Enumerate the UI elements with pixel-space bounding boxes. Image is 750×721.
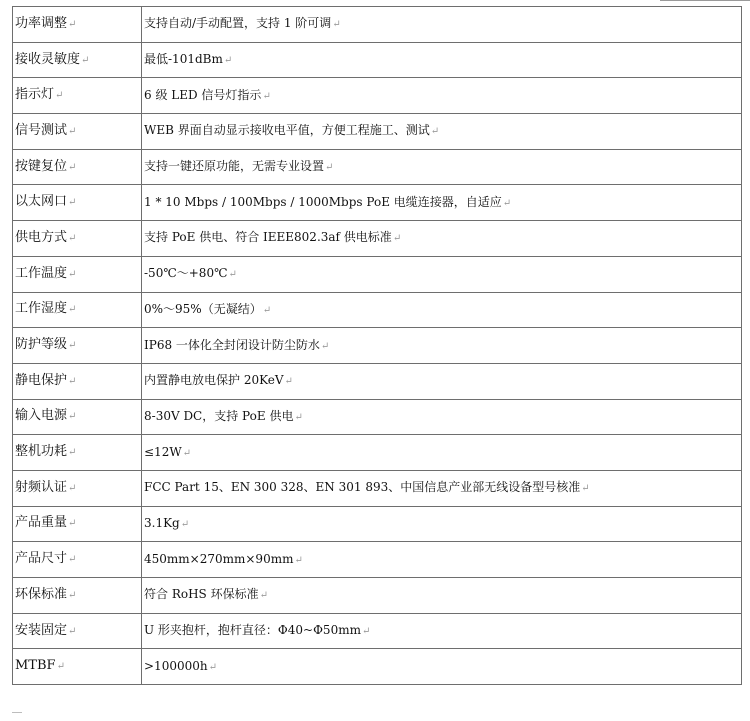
- table-row: [13, 363, 742, 399]
- paragraph-mark-icon: ↵: [68, 232, 77, 244]
- spec-value-cell: [142, 542, 742, 578]
- paragraph-mark-icon: ↵: [68, 161, 77, 173]
- paragraph-mark-icon: ↵: [223, 55, 233, 67]
- spec-label: 产品重量: [15, 515, 68, 531]
- table-row: [13, 578, 742, 614]
- table-row: [13, 149, 742, 185]
- spec-label-cell: [13, 149, 142, 185]
- table-row: [13, 649, 742, 685]
- paragraph-mark-icon: ↵: [68, 411, 77, 423]
- table-row: [13, 542, 742, 578]
- table-row: [13, 42, 742, 78]
- table-row: [13, 435, 742, 471]
- paragraph-mark-icon: ↵: [262, 304, 272, 316]
- spec-label-cell: [13, 506, 142, 542]
- table-row: [13, 78, 742, 114]
- spec-label-cell: [13, 7, 142, 43]
- paragraph-mark-icon: ↵: [294, 411, 303, 423]
- paragraph-mark-icon: ↵: [294, 554, 303, 566]
- spec-label-cell: [13, 42, 142, 78]
- spec-label-cell: [13, 221, 142, 257]
- spec-value: >100000h: [144, 658, 208, 673]
- table-row: [13, 613, 742, 649]
- spec-label: 静电保护: [15, 372, 68, 388]
- table-row: [13, 185, 742, 221]
- spec-value-cell: [142, 506, 742, 542]
- paragraph-mark-icon: ↵: [284, 376, 293, 388]
- spec-value: WEB 界面自动显示接收电平值，方便工程施工、测试: [144, 123, 430, 138]
- spec-label: 整机功耗: [15, 444, 68, 460]
- paragraph-mark-icon: ↵: [68, 518, 77, 530]
- spec-label: 以太网口: [15, 194, 68, 210]
- spec-value: 0%～95%（无凝结）: [144, 301, 262, 316]
- table-row: [13, 292, 742, 328]
- paragraph-mark-icon: ↵: [68, 625, 77, 637]
- spec-value: ≤12W: [144, 444, 182, 459]
- spec-label: 指示灯: [15, 87, 55, 103]
- spec-label: 安装固定: [15, 622, 68, 638]
- spec-value-cell: [142, 256, 742, 292]
- page-end-mark: [12, 712, 22, 719]
- paragraph-mark-icon: ↵: [259, 590, 268, 602]
- spec-value: FCC Part 15、EN 300 328、EN 301 893、中国信息产业部无线设备型号核准: [144, 480, 581, 495]
- spec-value-cell: [142, 42, 742, 78]
- paragraph-mark-icon: ↵: [325, 162, 334, 174]
- spec-table-body: [13, 7, 742, 685]
- spec-label-cell: [13, 328, 142, 364]
- paragraph-mark-icon: ↵: [68, 18, 77, 30]
- spec-label-cell: [13, 649, 142, 685]
- paragraph-mark-icon: ↵: [68, 125, 77, 137]
- table-row: [13, 506, 742, 542]
- spec-value-cell: [142, 292, 742, 328]
- spec-label-cell: [13, 578, 142, 614]
- paragraph-mark-icon: ↵: [430, 126, 440, 138]
- spec-value-cell: [142, 578, 742, 614]
- spec-value-cell: [142, 649, 742, 685]
- paragraph-mark-icon: ↵: [320, 340, 330, 352]
- spec-value: 支持一键还原功能，无需专业设置: [144, 159, 325, 174]
- spec-value-cell: [142, 185, 742, 221]
- spec-value-cell: [142, 399, 742, 435]
- spec-value: 支持自动/手动配置，支持 1 阶可调: [144, 16, 332, 31]
- table-row: [13, 399, 742, 435]
- spec-value-cell: [142, 7, 742, 43]
- paragraph-mark-icon: ↵: [392, 233, 402, 245]
- spec-value: 1 * 10 Mbps / 100Mbps / 1000Mbps PoE 电缆连接器，自适应: [144, 194, 502, 209]
- spec-label-cell: [13, 114, 142, 150]
- spec-label: MTBF: [15, 658, 56, 674]
- spec-value: 内置静电放电保护 20KeV: [144, 373, 284, 388]
- paragraph-mark-icon: ↵: [502, 197, 512, 209]
- paragraph-mark-icon: ↵: [68, 375, 77, 387]
- spec-value: 450mm×270mm×90mm: [144, 551, 294, 566]
- spec-value: U 形夹抱杆，抱杆直径：Φ40~Φ50mm: [144, 623, 361, 638]
- spec-value-cell: [142, 613, 742, 649]
- spec-value: 支持 PoE 供电、符合 IEEE802.3af 供电标准: [144, 230, 392, 245]
- table-row: [13, 470, 742, 506]
- header-rule: [660, 0, 750, 1]
- spec-label: 输入电源: [15, 408, 68, 424]
- paragraph-mark-icon: ↵: [81, 54, 90, 66]
- spec-value-cell: [142, 114, 742, 150]
- table-row: [13, 114, 742, 150]
- paragraph-mark-icon: ↵: [228, 269, 237, 281]
- spec-value-cell: [142, 435, 742, 471]
- spec-label: 防护等级: [15, 337, 68, 353]
- spec-label: 按键复位: [15, 158, 68, 174]
- table-row: [13, 328, 742, 364]
- spec-label: 接收灵敏度: [15, 51, 81, 67]
- spec-label: 功率调整: [15, 15, 68, 31]
- spec-label: 工作温度: [15, 265, 68, 281]
- paragraph-mark-icon: ↵: [68, 482, 77, 494]
- spec-value-cell: [142, 470, 742, 506]
- paragraph-mark-icon: ↵: [361, 626, 371, 638]
- spec-label-cell: [13, 613, 142, 649]
- spec-label-cell: [13, 292, 142, 328]
- paragraph-mark-icon: ↵: [68, 447, 77, 459]
- paragraph-mark-icon: ↵: [56, 661, 65, 673]
- paragraph-mark-icon: ↵: [180, 518, 190, 530]
- spec-value: 6 级 LED 信号灯指示: [144, 87, 262, 102]
- spec-label: 产品尺寸: [15, 551, 68, 567]
- spec-value-cell: [142, 328, 742, 364]
- table-row: [13, 221, 742, 257]
- table-row: [13, 256, 742, 292]
- spec-label-cell: [13, 363, 142, 399]
- spec-label-cell: [13, 185, 142, 221]
- paragraph-mark-icon: ↵: [182, 447, 192, 459]
- paragraph-mark-icon: ↵: [68, 268, 77, 280]
- spec-label-cell: [13, 542, 142, 578]
- spec-label-cell: [13, 399, 142, 435]
- paragraph-mark-icon: ↵: [68, 340, 77, 352]
- spec-label-cell: [13, 78, 142, 114]
- paragraph-mark-icon: ↵: [68, 554, 77, 566]
- spec-label: 供电方式: [15, 229, 68, 245]
- paragraph-mark-icon: ↵: [208, 661, 217, 673]
- spec-label-cell: [13, 470, 142, 506]
- paragraph-mark-icon: ↵: [262, 90, 271, 102]
- paragraph-mark-icon: ↵: [68, 304, 77, 316]
- spec-value: 3.1Kg: [144, 515, 180, 530]
- spec-label-cell: [13, 435, 142, 471]
- spec-label: 工作湿度: [15, 301, 68, 317]
- spec-value: IP68 一体化全封闭设计防尘防水: [144, 337, 320, 352]
- spec-value: -50℃～+80℃: [144, 266, 228, 281]
- paragraph-mark-icon: ↵: [332, 19, 341, 31]
- paragraph-mark-icon: ↵: [68, 197, 77, 209]
- spec-value: 符合 RoHS 环保标准: [144, 587, 259, 602]
- spec-label: 射频认证: [15, 479, 68, 495]
- spec-label: 信号测试: [15, 122, 68, 138]
- spec-label: 环保标准: [15, 586, 68, 602]
- spec-value-cell: [142, 78, 742, 114]
- spec-value-cell: [142, 363, 742, 399]
- paragraph-mark-icon: ↵: [55, 90, 64, 102]
- paragraph-mark-icon: ↵: [68, 589, 77, 601]
- spec-value: 8-30V DC，支持 PoE 供电: [144, 408, 294, 423]
- paragraph-mark-icon: ↵: [581, 483, 590, 495]
- spec-value-cell: [142, 149, 742, 185]
- spec-label-cell: [13, 256, 142, 292]
- spec-table: [12, 6, 742, 685]
- spec-value: 最低-101dBm: [144, 52, 223, 67]
- table-row: [13, 7, 742, 43]
- spec-value-cell: [142, 221, 742, 257]
